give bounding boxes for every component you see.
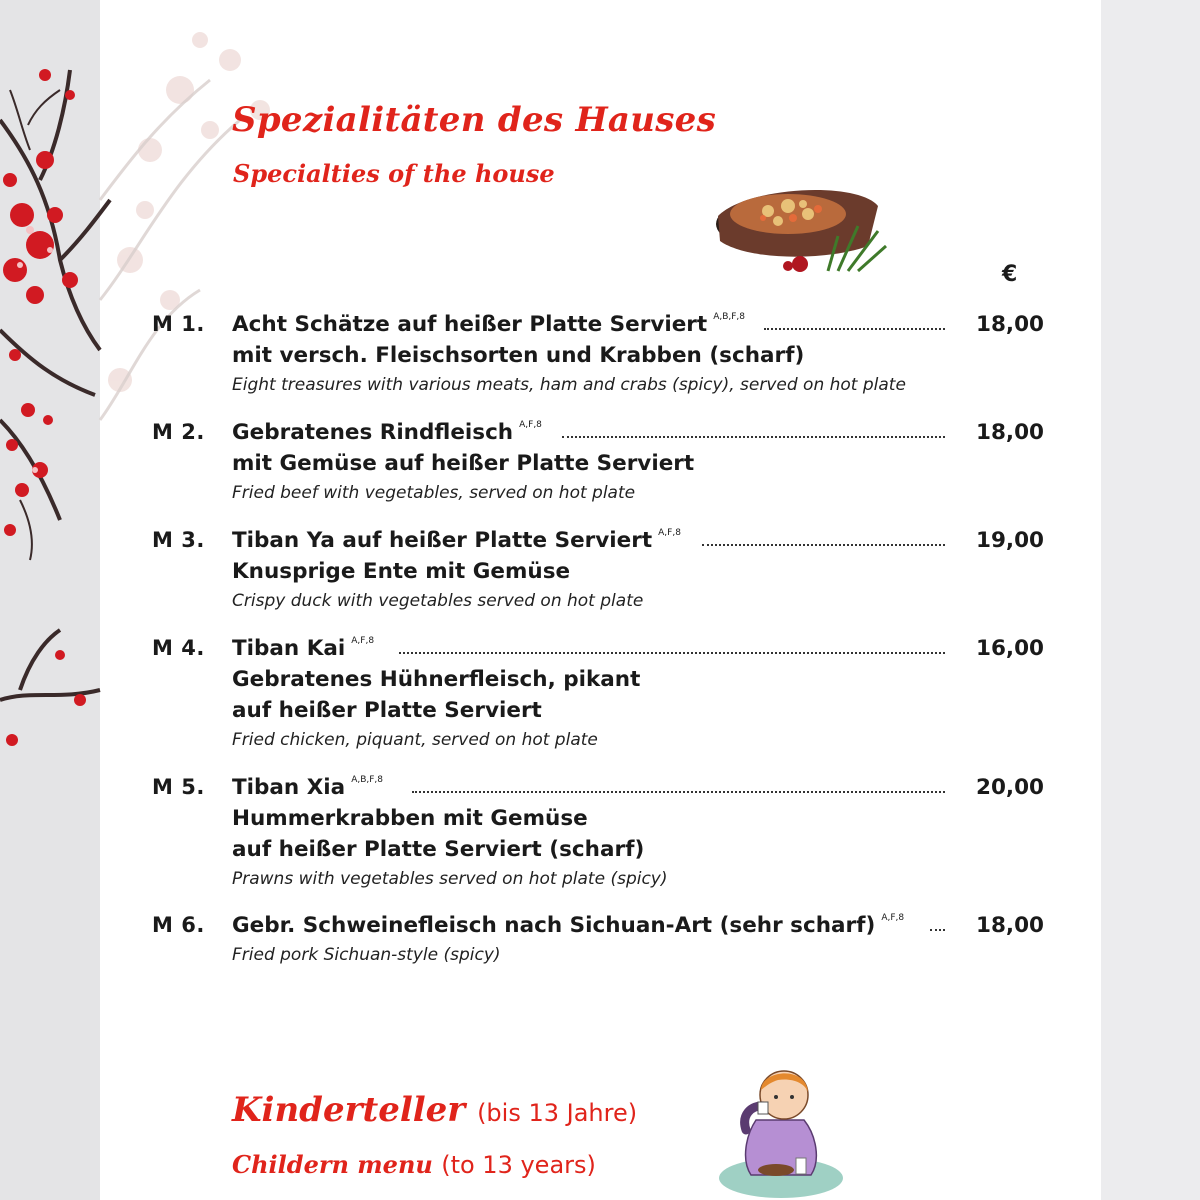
allergen-codes: A,B,F,8	[351, 775, 384, 785]
item-name: Gebratenes Rindfleisch $^{A,F,8}$	[232, 420, 542, 445]
currency-symbol: €	[1002, 262, 1018, 287]
item-name: Acht Schätze auf heißer Platte Serviert $^{A,B,F,8}$	[232, 312, 746, 337]
item-description-line: Hummerkrabben mit Gemüse	[232, 806, 588, 831]
dot-leader	[702, 544, 945, 546]
item-description-line: mit versch. Fleischsorten und Krabben (scharf)	[232, 343, 805, 368]
item-price: 18,00	[975, 913, 1044, 938]
menu-item-m6	[152, 913, 1044, 1013]
allergen-codes: A,F,8	[658, 528, 681, 538]
kids-menu-subtitle: Childern menu (to 13 years)	[232, 1150, 596, 1179]
item-description-line: Knusprige Ente mit Gemüse	[232, 559, 571, 584]
right-margin-strip	[1101, 0, 1200, 1200]
item-name: Gebr. Schweinefleisch nach Sichuan-Art (sehr scharf) $^{A,F,8}$	[232, 913, 905, 938]
dot-leader	[930, 929, 945, 931]
allergen-codes: A,F,8	[351, 636, 375, 646]
item-name: Tiban Xia $^{A,B,F,8}$	[232, 775, 384, 800]
item-description-line: mit Gemüse auf heißer Platte Serviert	[232, 451, 695, 476]
menu-item-m3	[152, 528, 1044, 628]
item-description-line: Gebratenes Hühnerfleisch, pikant	[232, 667, 641, 692]
dot-leader	[562, 436, 945, 438]
item-price: 19,00	[975, 528, 1044, 553]
allergen-codes: A,F,8	[881, 913, 905, 923]
dot-leader	[764, 328, 945, 330]
item-price: 18,00	[975, 312, 1044, 337]
kids-menu-age-en: (to 13 years)	[441, 1151, 596, 1179]
item-description-line-2: auf heißer Platte Serviert	[232, 698, 542, 723]
item-english: Fried pork Sichuan-style (spicy)	[232, 945, 501, 965]
item-number: M 5.	[152, 775, 205, 799]
item-english: Eight treasures with various meats, ham and crabs (spicy), served on hot plate	[232, 375, 906, 395]
item-english: Crispy duck with vegetables served on hot plate	[232, 591, 644, 611]
item-english: Fried beef with vegetables, served on hot plate	[232, 483, 636, 503]
menu-item-m4	[152, 636, 1044, 750]
menu-item-m1	[152, 312, 1044, 412]
item-number: M 3.	[152, 528, 205, 552]
page-subtitle: Specialties of the house	[233, 159, 555, 188]
item-number: M 2.	[152, 420, 205, 444]
menu-item-m2	[152, 420, 1044, 520]
dot-leader	[412, 791, 945, 793]
item-english: Prawns with vegetables served on hot plate (spicy)	[232, 869, 668, 889]
allergen-codes: A,B,F,8	[713, 312, 746, 322]
child-eating-illustration	[716, 1060, 856, 1200]
dot-leader	[399, 652, 945, 654]
item-english: Fried chicken, piquant, served on hot plate	[232, 730, 598, 750]
item-name: Tiban Ya auf heißer Platte Serviert $^{A,F,8}$	[232, 528, 681, 553]
item-description-line-2: auf heißer Platte Serviert (scharf)	[232, 837, 645, 862]
item-price: 20,00	[975, 775, 1044, 800]
kids-menu-title: Kinderteller (bis 13 Jahre)	[232, 1090, 638, 1130]
item-number: M 1.	[152, 312, 205, 336]
item-price: 16,00	[975, 636, 1044, 661]
hot-plate-dish-image	[708, 176, 894, 276]
kids-menu-age: (bis 13 Jahre)	[477, 1099, 638, 1127]
page-title: Spezialitäten des Hauses	[232, 100, 717, 140]
menu-item-m5	[152, 775, 1044, 889]
item-price: 18,00	[975, 420, 1044, 445]
item-number: M 4.	[152, 636, 205, 660]
allergen-codes: A,F,8	[519, 420, 542, 430]
item-number: M 6.	[152, 913, 205, 937]
item-name: Tiban Kai $^{A,F,8}$	[232, 636, 375, 661]
